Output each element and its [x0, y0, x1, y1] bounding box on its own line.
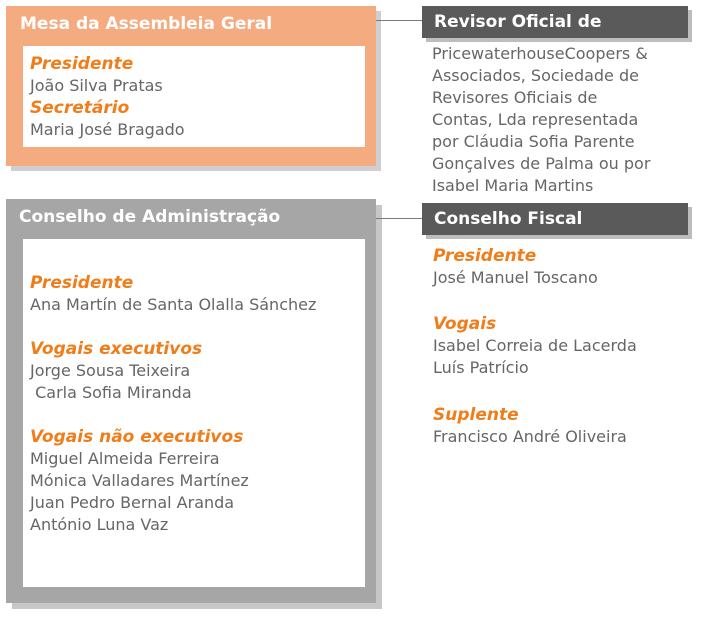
admin-vogal-exec: Jorge Sousa Teixeira — [30, 361, 191, 380]
conselho-fiscal-title: Conselho Fiscal — [434, 209, 583, 229]
revisor-line: por Cláudia Sofia Parente — [432, 132, 635, 151]
fiscal-suplente-name: Francisco André Oliveira — [433, 427, 627, 446]
admin-vogais-nao-exec-label: Vogais não executivos — [30, 427, 244, 447]
conselho-fiscal-body — [433, 245, 637, 448]
revisor-header — [422, 6, 688, 38]
admin-vogal-nao-exec: Miguel Almeida Ferreira — [30, 449, 220, 468]
fiscal-vogal: Luís Patrício — [433, 358, 529, 377]
revisor-title: Revisor Oficial de — [434, 12, 602, 32]
revisor-description — [432, 43, 650, 197]
revisor-line: Gonçalves de Palma ou por — [432, 154, 651, 173]
admin-vogal-nao-exec: Mónica Valladares Martínez — [30, 471, 249, 490]
mesa-assembleia-title: Mesa da Assembleia Geral — [20, 14, 273, 34]
revisor-line: Associados, Sociedade de — [432, 66, 639, 85]
admin-vogal-nao-exec: António Luna Vaz — [30, 515, 169, 534]
fiscal-vogal: Isabel Correia de Lacerda — [433, 336, 637, 355]
revisor-line: Revisores Oficiais de — [432, 88, 598, 107]
revisor-line: Isabel Maria Martins — [432, 176, 594, 195]
fiscal-presidente-label: Presidente — [433, 246, 537, 266]
conselho-admin-body — [23, 239, 365, 587]
admin-vogais-exec-label: Vogais executivos — [30, 339, 203, 359]
conselho-admin-panel — [6, 199, 376, 603]
conselho-fiscal-header — [422, 203, 688, 235]
fiscal-presidente-name: José Manuel Toscano — [433, 268, 598, 287]
fiscal-vogais-label: Vogais — [433, 314, 497, 334]
admin-vogal-nao-exec: Juan Pedro Bernal Aranda — [30, 493, 235, 512]
fiscal-suplente-label: Suplente — [433, 405, 519, 425]
connector-fiscal — [376, 218, 422, 219]
revisor-line: PricewaterhouseCoopers & — [432, 44, 648, 63]
mesa-secretario-name: Maria José Bragado — [30, 120, 185, 139]
revisor-line: Contas, Lda representada — [432, 110, 639, 129]
mesa-secretario-label: Secretário — [30, 98, 130, 118]
admin-presidente-name: Ana Martín de Santa Olalla Sánchez — [30, 295, 317, 314]
admin-vogal-exec: Carla Sofia Miranda — [30, 383, 192, 402]
conselho-admin-title: Conselho de Administração — [19, 207, 281, 227]
mesa-presidente-label: Presidente — [30, 54, 134, 74]
mesa-assembleia-panel — [6, 6, 376, 166]
admin-presidente-label: Presidente — [30, 273, 134, 293]
mesa-presidente-name: João Silva Pratas — [30, 76, 163, 95]
connector-revisor — [376, 20, 422, 21]
mesa-assembleia-body — [23, 46, 365, 147]
